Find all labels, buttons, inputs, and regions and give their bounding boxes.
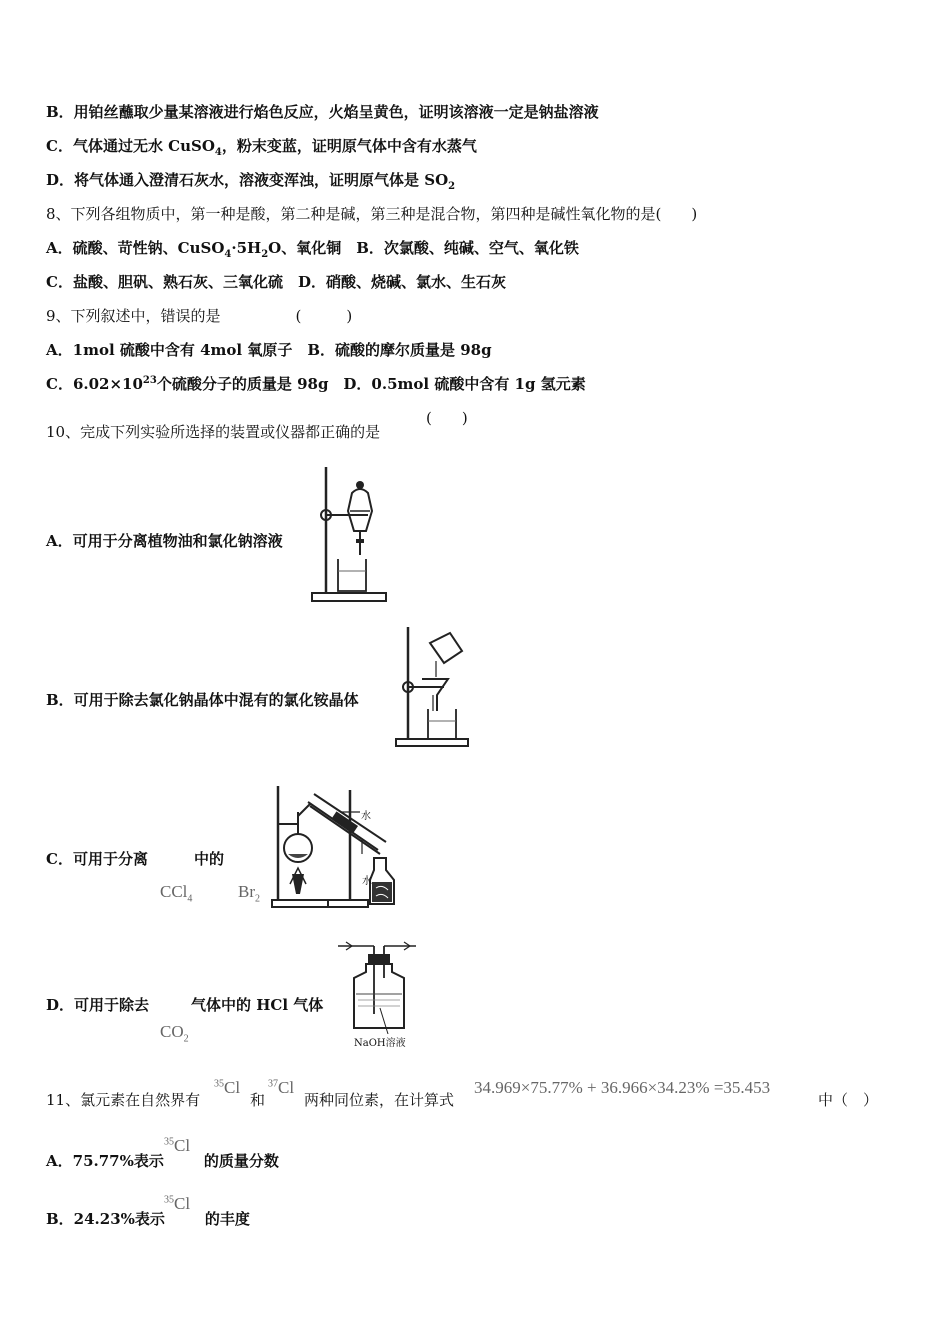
q11-formula: 34.969×75.77% + 36.966×34.23% =35.453 xyxy=(474,1078,771,1097)
q11-b-cl35: $^{35}$Cl xyxy=(164,1194,191,1213)
q11-a-cl35: $^{35}$Cl xyxy=(164,1136,191,1155)
distillation-apparatus-figure xyxy=(270,784,404,910)
q11-stem-start: 11、氯元素在自然界有 xyxy=(46,1091,201,1109)
q9-options-cd: C．$6.02\times 10^{23}$个硫酸分子的质量是 98g D．0.5mol 硫酸中含有 1g 氢元素 xyxy=(46,375,586,393)
cl35-symbol: $^{35}$Cl xyxy=(214,1078,241,1097)
q8-options-cd: C．盐酸、胆矾、熟石灰、三氧化硫 D．硝酸、烧碱、氯水、生石灰 xyxy=(46,273,506,291)
q10-answer-paren: ( ) xyxy=(426,409,468,427)
q7-option-d: D．将气体通入澄清石灰水，溶液变浑浊，证明原气体是 $SO_2$ xyxy=(46,171,456,192)
water-inlet-label: 水 xyxy=(362,876,372,887)
filtration-apparatus-figure xyxy=(392,625,472,749)
q11-option-a: A．75.77%表示 的质量分数 xyxy=(46,1152,279,1170)
q9-options-ab: A．1mol 硫酸中含有 4mol 氧原子 B．硫酸的摩尔质量是 98g xyxy=(46,341,492,359)
q11-and: 和 xyxy=(250,1091,266,1109)
q10-stem: 10、完成下列实验所选择的装置或仪器都正确的是 xyxy=(46,423,381,441)
q10-br2-formula: $Br_2$ xyxy=(238,882,260,905)
water-outlet-label: 水 xyxy=(361,811,371,822)
naoh-solution-label: NaOH溶液 xyxy=(354,1038,406,1049)
q9-stem: 9、下列叙述中，错误的是 ( ) xyxy=(46,307,353,325)
q11-stem-end: 中（ ） xyxy=(818,1091,879,1109)
q7-option-c: C．气体通过无水 CuSO$_4$，粉末变蓝，证明原气体中含有水蒸气 xyxy=(46,137,477,158)
q8-stem: 8、下列各组物质中，第一种是酸，第二种是碱，第三种是混合物，第四种是碱性氧化物的是( ) xyxy=(46,205,698,223)
cl37-symbol: $^{37}$Cl xyxy=(268,1078,295,1097)
q10-ccl4-formula: CCl$_4$ xyxy=(160,882,193,905)
q11-stem-mid: 两种同位素，在计算式 xyxy=(304,1091,455,1109)
q10-option-a: A．可用于分离植物油和氯化钠溶液 xyxy=(46,532,283,550)
q10-option-d: D．可用于除去 气体中的 HCl 气体 xyxy=(46,996,324,1014)
q7-option-b: B．用铂丝蘸取少量某溶液进行焰色反应，火焰呈黄色，证明该溶液一定是钠盐溶液 xyxy=(46,103,599,121)
separatory-funnel-apparatus-figure xyxy=(308,463,390,605)
q8-options-ab: A．硫酸、苛性钠、$CuSO_4\cdot 5H_2O$、氧化铜 B．次氯酸、纯碱、空气、氧化铁 xyxy=(46,239,579,260)
q10-option-b: B．可用于除去氯化钠晶体中混有的氯化铵晶体 xyxy=(46,691,359,709)
q10-option-c: C．可用于分离 中的 xyxy=(46,850,224,868)
q10-co2-formula: $CO_2$ xyxy=(160,1022,189,1045)
gas-washing-bottle-figure xyxy=(334,938,418,1034)
q11-option-b: B．24.23%表示 的丰度 xyxy=(46,1210,250,1228)
